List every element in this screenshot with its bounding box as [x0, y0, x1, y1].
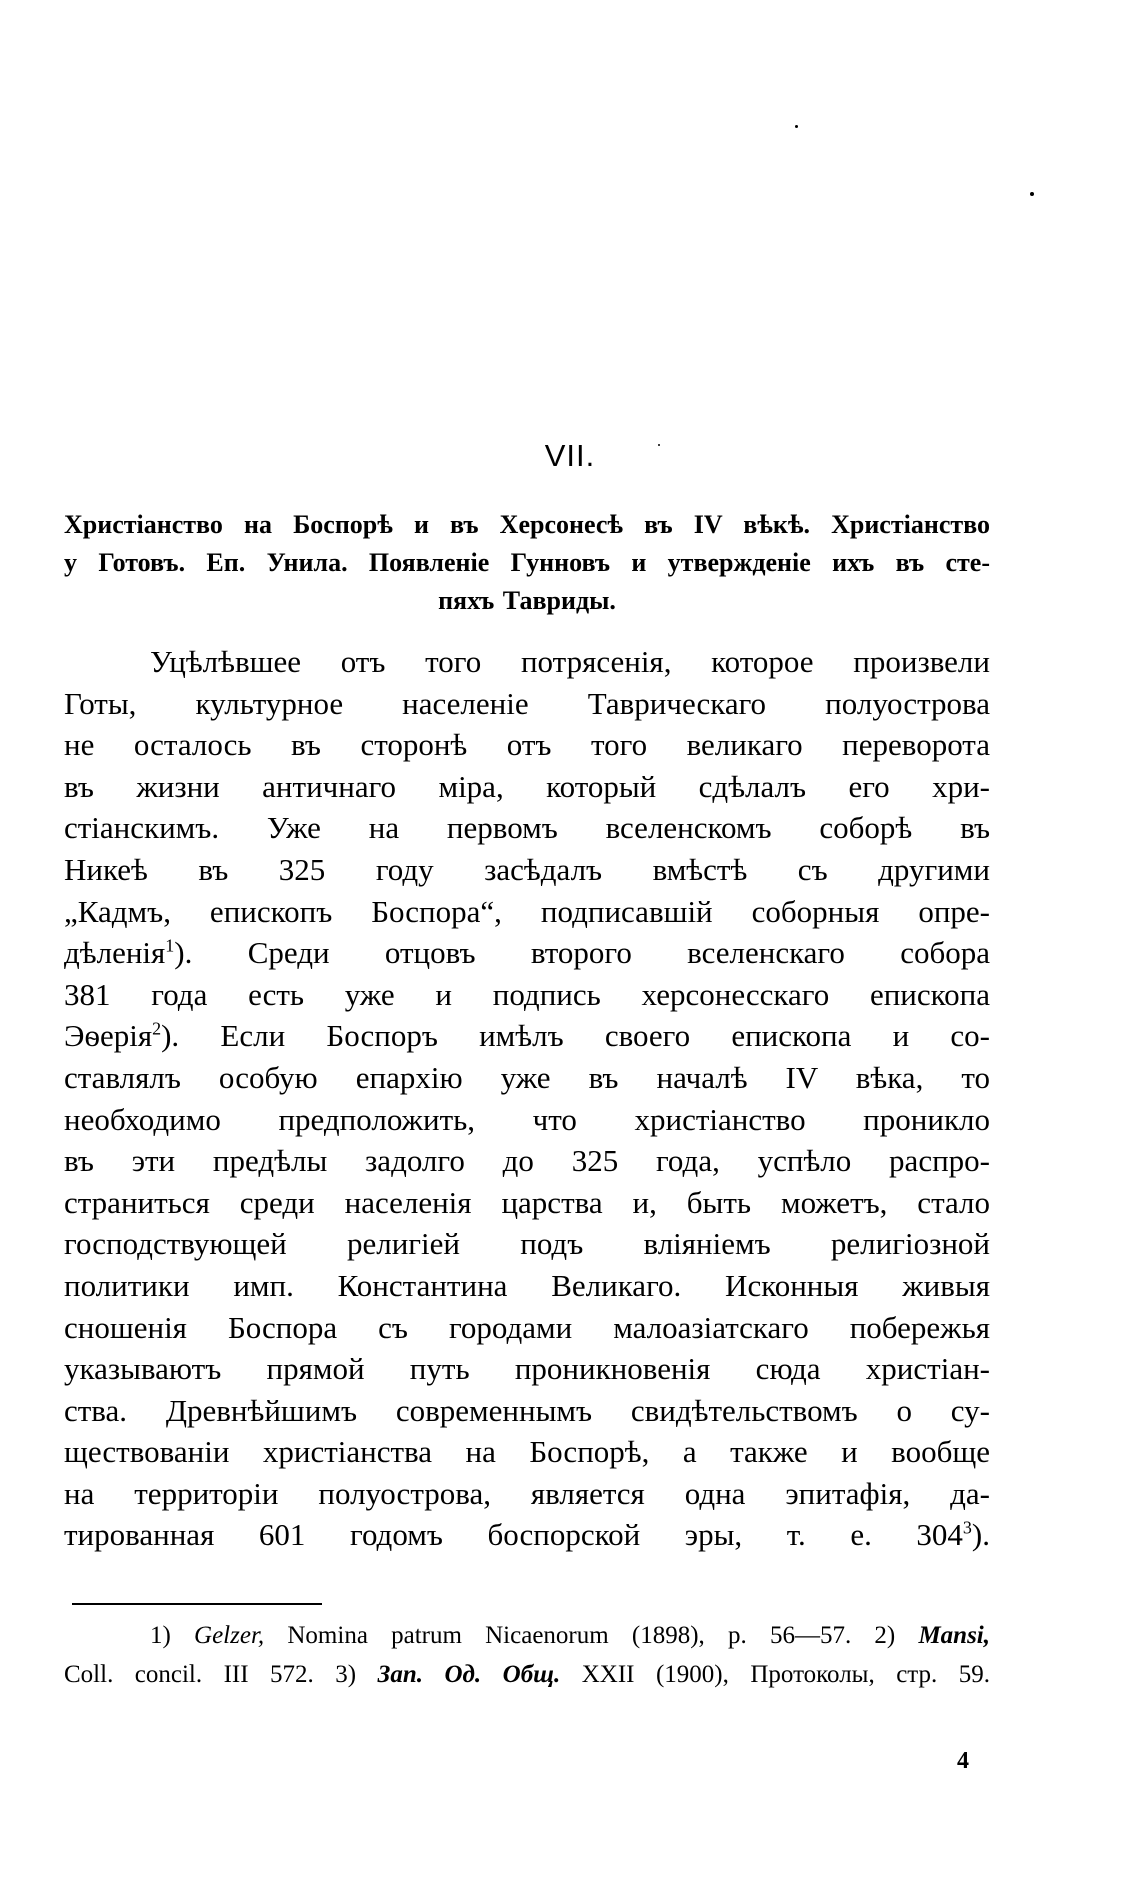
footnote-text: Coll. concil. III 572.	[64, 1661, 314, 1688]
text-line: указываютъ прямой путь проникновенія сюда христіан-	[64, 1351, 990, 1387]
text-line: 381 года есть уже и подпись херсонесскаго епископа	[64, 976, 990, 1012]
summary-line: Христіанство на Боспорѣ и въ Херсонесѣ въ IV вѣкѣ. Христіанство	[64, 510, 990, 539]
footnote-ref-1[interactable]: 1	[165, 935, 175, 956]
text-fragment: Эѳерія	[64, 1018, 153, 1054]
body-paragraph	[64, 641, 990, 1556]
footnote-marker-3: 3)	[335, 1661, 357, 1688]
text-line	[64, 1015, 990, 1057]
text-line: сношенія Боспора съ городами малоазіатскаго побережья	[64, 1309, 990, 1345]
text-line: ставлялъ особую епархію уже въ началѣ IV вѣка, то	[64, 1059, 990, 1095]
text-fragment: ). Среди отцовъ второго вселенскаго собора	[174, 935, 990, 971]
text-line: ществованіи христіанства на Боспорѣ, а также и вообще	[64, 1434, 990, 1470]
print-speck	[1030, 192, 1034, 196]
footnote-ref-2[interactable]: 2	[152, 1019, 162, 1040]
summary-line: у Готовъ. Еп. Унила. Появленіе Гунновъ и утвержденіе ихъ въ сте-	[64, 548, 990, 577]
text-fragment: дѣленія	[64, 935, 166, 971]
footnote-text: XXII (1900), Протоколы, стр. 59.	[581, 1661, 991, 1688]
chapter-summary	[64, 506, 990, 620]
print-speck	[795, 125, 798, 128]
text-line: „Кадмъ, епископъ Боспора“, подписавшій соборныя опре-	[64, 893, 990, 929]
text-line: Никеѣ въ 325 году засѣдалъ вмѣстѣ съ другими	[64, 851, 990, 887]
footnote-text: Nomina patrum Nicaenorum (1898), p. 56—57.	[287, 1622, 852, 1649]
summary-line: пяхъ Тавриды.	[438, 586, 616, 615]
text-line: Уцѣлѣвшее отъ того потрясенія, которое произвели	[150, 644, 990, 679]
footnotes	[64, 1616, 990, 1694]
footnote-ref-3[interactable]: 3	[962, 1518, 972, 1539]
text-line: на территоріи полуострова, является одна эпитафія, да-	[64, 1475, 990, 1511]
text-line: въ жизни античнаго міра, который сдѣлалъ его хри-	[64, 768, 990, 804]
text-line: стіанскимъ. Уже на первомъ вселенскомъ соборѣ въ	[64, 810, 990, 846]
text-line	[64, 932, 990, 974]
footnote-author: Gelzer,	[194, 1622, 265, 1649]
footnote-marker-1: 1)	[150, 1622, 171, 1649]
footnote-source: Зап. Од. Общ.	[377, 1661, 561, 1688]
text-line	[64, 1514, 990, 1556]
text-line: страниться среди населенія царства и, быть можетъ, стало	[64, 1184, 990, 1220]
text-line: Готы, культурное населеніе Таврическаго полуострова	[64, 685, 990, 721]
text-line: не осталось въ сторонѣ отъ того великаго переворота	[64, 727, 990, 763]
chapter-number: VII.	[544, 438, 596, 473]
text-fragment: ).	[971, 1517, 990, 1553]
text-fragment: тированная 601 годомъ боспорской эры, т. е. 304	[64, 1517, 963, 1553]
text-line: господствующей религіей подъ вліяніемъ религіозной	[64, 1226, 990, 1262]
text-line: въ эти предѣлы задолго до 325 года, успѣло распро-	[64, 1143, 990, 1179]
footnote-line	[64, 1655, 990, 1694]
text-fragment: ). Если Боспоръ имѣлъ своего епископа и со-	[161, 1018, 990, 1054]
text-line: ства. Древнѣйшимъ современнымъ свидѣтельствомъ о су-	[64, 1392, 990, 1428]
footnote-author: Mansi,	[918, 1622, 990, 1649]
footnote-line	[64, 1616, 990, 1655]
text-line: необходимо предположить, что христіанство проникло	[64, 1101, 990, 1137]
page-number: 4	[957, 1748, 969, 1774]
footnote-divider	[72, 1603, 322, 1605]
footnote-marker-2: 2)	[874, 1622, 896, 1649]
text-line: политики имп. Константина Великаго. Исконныя живыя	[64, 1267, 990, 1303]
